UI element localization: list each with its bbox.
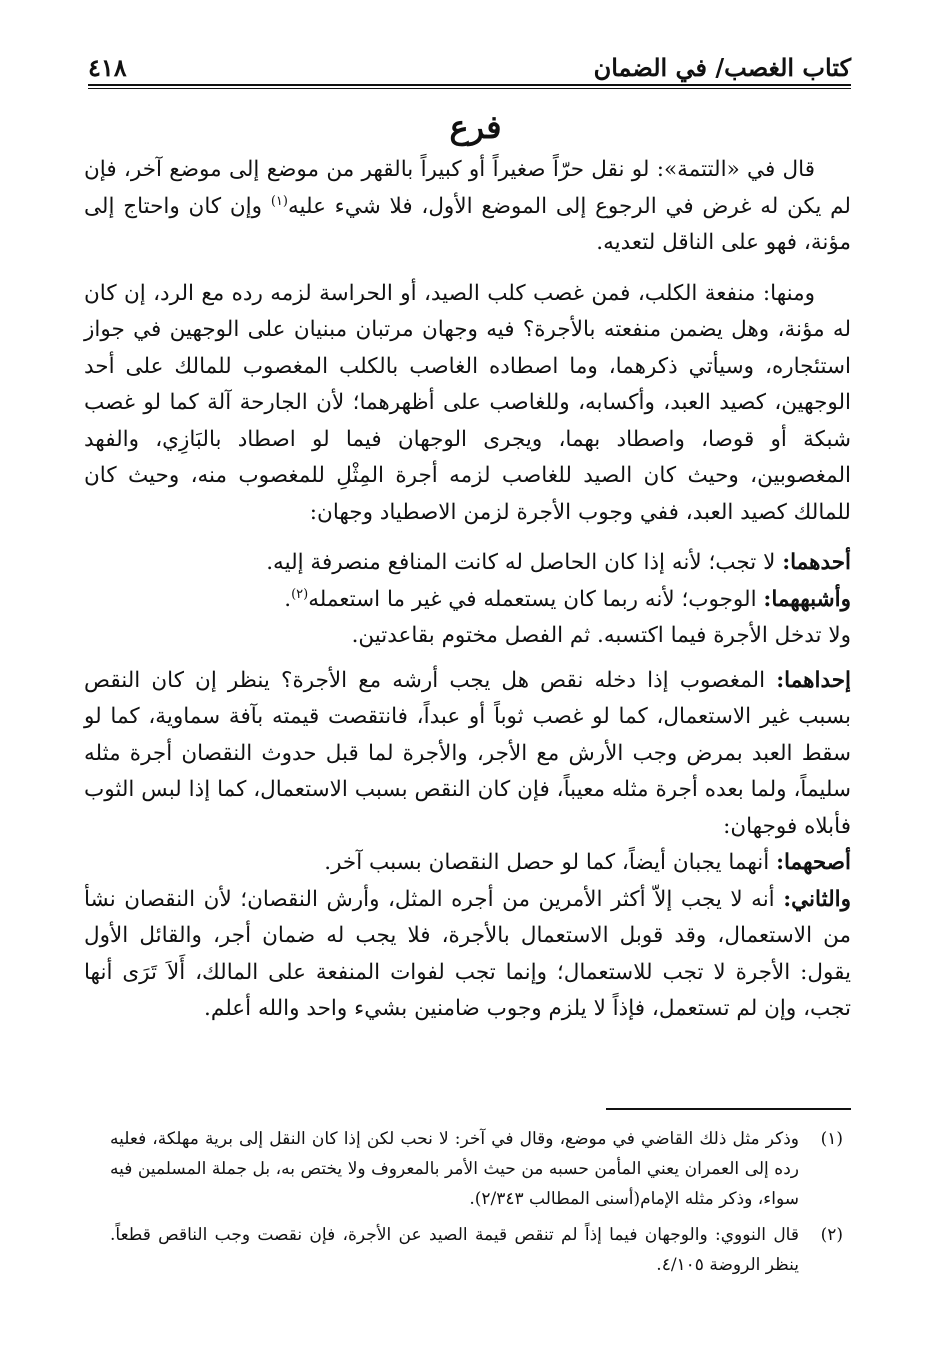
footnote-1-number: (١) xyxy=(820,1129,843,1149)
paragraph-4-end: . xyxy=(284,586,292,612)
paragraph-7 xyxy=(84,845,851,882)
footnote-2-text: قال النووي: والوجهان فيما إذاً لم تنقص قيمة الصيد عن الأجرة، فإن نقصت وجب الناقص قطعاً. ينظر الروضة ٤/١٠٥. xyxy=(110,1225,799,1275)
paragraph-3-label: أحدهما: xyxy=(782,550,851,575)
footnote-1 xyxy=(110,1124,843,1214)
paragraph-8 xyxy=(84,882,851,1028)
paragraph-6 xyxy=(84,663,851,846)
paragraph-5: ولا تدخل الأجرة فيما اكتسبه. ثم الفصل مختوم بقاعدتين. xyxy=(351,623,851,648)
footnote-2-number: (٢) xyxy=(820,1225,843,1245)
footnote-2 xyxy=(110,1220,843,1280)
paragraph-1 xyxy=(84,152,851,262)
section-title: فرع xyxy=(449,108,502,146)
footnote-ref-2: (٢) xyxy=(291,586,309,602)
paragraph-1-text-b: وإن كان واحتاج إلى مؤنة، فهو على الناقل لتعديه. xyxy=(84,193,851,255)
header-rule xyxy=(88,84,851,86)
paragraph-3 xyxy=(84,545,851,582)
footnote-separator xyxy=(606,1108,851,1110)
header-rule-thin xyxy=(88,88,851,89)
running-title: كتاب الغصب/ في الضمان xyxy=(593,53,851,82)
page-header xyxy=(88,42,851,82)
paragraph-4-text: الوجوب؛ لأنه ربما كان يستعمله في غير ما استعمله xyxy=(308,586,764,612)
paragraph-2: ومنها: منفعة الكلب، فمن غصب كلب الصيد، أو الحراسة لزمه رده مع الرد، إن كان له مؤنة، وهل يضمن منفعته بالأجرة؟ فيه وجهان مرتبان مبنيان على الوجهين في جواز استئجاره، وسيأتي ذكرهما، وما اصطاده الغاصب بالكلب المغصوب للمالك على أحد الوجهين، كصيد العبد، وأكسابه، وللغاصب على أظهرهما؛ لأن الجارحة آلة كما لو غصب شبكة أو قوصا، واصطاد بهما، ويجرى الوجهان فيما لو اصطاد بالبَازِي، والفهد المغصوبين، وحيث كان الصيد للغاصب لزمه أجرة المِثْلِ للمغصوب منه، وحيث كان للمالك كصيد العبد، ففي وجوب الأجرة لزمن الاصطياد وجهان: xyxy=(84,280,851,525)
body-text xyxy=(84,152,851,1028)
paragraph-8-label: والثاني: xyxy=(783,886,851,912)
paragraph-8-text: أنه لا يجب إلاّ أكثر الأمرين من أجره المثل، وأرش النقصان؛ لأن النقصان نشأ من الاستعمال، وقد قوبل الاستعمال بالأجرة، فلا يجب له ضمان أجر، والقائل الأول يقول: الأجرة لا تجب للاستعمال؛ وإنما تجب لفوات المنفعة على المالك، أَلاَ تَرَى أنها تجب، وإن لم تستعمل، فإذاً لا يلزم وجوب ضامنين بشيء واحد والله أعلم. xyxy=(84,886,851,1021)
paragraph-4-label: وأشبههما: xyxy=(763,586,851,612)
footnote-1-text: وذكر مثل ذلك القاضي في موضع، وقال في آخر: لا نحب لكن إذا كان النقل إلى برية مهلكة، فعليه رده إلى العمران يعني المأمن حسبه من حيث الأمر بالمعروف ولا يختص به، بل جملة المسلمين فيه سواء، وذكر مثله الإمام(أسنى المطالب ٢/٣٤٣). xyxy=(110,1129,799,1209)
paragraph-7-label: أصحهما: xyxy=(776,850,851,875)
paragraph-6-text: المغصوب إذا دخله نقص هل يجب أرشه مع الأجرة؟ ينظر إن كان النقص بسبب غير الاستعمال، كما لو غصب ثوباً أو عبداً، فانتقصت قيمته بآفة سماوية، كما لو سقط العبد بمرض وجب الأرش مع الأجر، والأجرة لما قبل حدوث النقصان أجرة مثله سليماً، ولما بعده أجرة مثله معيباً، فإن كان النقص بسبب الاستعمال، كما إذا لبس الثوب فأبلاه فوجهان: xyxy=(84,667,851,839)
footnotes xyxy=(110,1124,843,1286)
page-number: ٤١٨ xyxy=(88,53,127,82)
paragraph-4 xyxy=(84,582,851,619)
paragraph-1-text-a: قال في «التتمة»: لو نقل حرّاً صغيراً أو كبيراً بالقهر من موضع إلى موضع آخر، فإن لم يكن له غرض في الرجوع إلى الموضع الأول، فلا شيء عليه xyxy=(84,157,851,219)
paragraph-6-label: إحداهما: xyxy=(776,667,851,693)
paragraph-7-text: أنهما يجبان أيضاً، كما لو حصل النقصان بسبب آخر. xyxy=(324,850,777,875)
footnote-ref-1: (١) xyxy=(270,193,288,209)
paragraph-3-text: لا تجب؛ لأنه إذا كان الحاصل له كانت المنافع منصرفة إليه. xyxy=(266,550,783,575)
